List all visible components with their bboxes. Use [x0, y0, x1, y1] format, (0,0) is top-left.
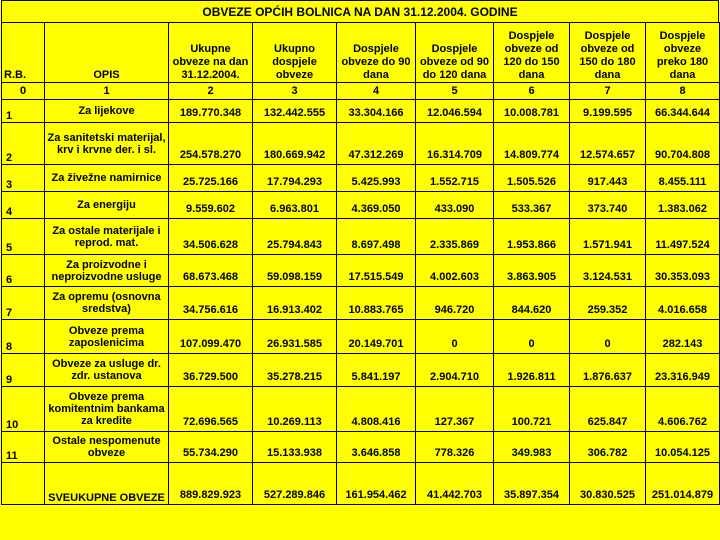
- value-cell: 34.756.616: [169, 287, 253, 320]
- row-description: Za energiju: [45, 192, 169, 219]
- row-number: 5: [2, 219, 45, 255]
- value-cell: 11.497.524: [646, 219, 720, 255]
- total-row: [2, 463, 720, 505]
- row-description: SVEUKUPNE OBVEZE: [45, 463, 169, 505]
- value-cell: 778.326: [416, 432, 494, 463]
- header-row: [2, 23, 720, 83]
- value-cell: 9.199.595: [570, 100, 646, 123]
- table-row: [2, 165, 720, 192]
- value-cell: 35.897.354: [494, 463, 570, 505]
- table-row: [2, 100, 720, 123]
- header-rb: R.B.: [2, 23, 45, 83]
- table-row: [2, 432, 720, 463]
- value-cell: 433.090: [416, 192, 494, 219]
- report-title: OBVEZE OPĆIH BOLNICA NA DAN 31.12.2004. GODINE: [1, 0, 719, 22]
- value-cell: 349.983: [494, 432, 570, 463]
- row-description: Obveze prema komitentnim bankama za kredite: [45, 387, 169, 432]
- value-cell: 26.931.585: [253, 320, 337, 354]
- table-row: [2, 192, 720, 219]
- index-cell: 8: [646, 83, 720, 100]
- value-cell: 3.124.531: [570, 255, 646, 287]
- value-cell: 30.353.093: [646, 255, 720, 287]
- value-cell: 8.697.498: [337, 219, 416, 255]
- value-cell: 10.008.781: [494, 100, 570, 123]
- value-cell: 0: [494, 320, 570, 354]
- value-cell: 30.830.525: [570, 463, 646, 505]
- value-cell: 8.455.111: [646, 165, 720, 192]
- value-cell: 90.704.808: [646, 123, 720, 165]
- header-90-120: Dospjele obveze od 90 do 120 dana: [416, 23, 494, 83]
- index-cell: 0: [2, 83, 45, 100]
- index-cell: 1: [45, 83, 169, 100]
- value-cell: 251.014.879: [646, 463, 720, 505]
- value-cell: 4.002.603: [416, 255, 494, 287]
- value-cell: 533.367: [494, 192, 570, 219]
- value-cell: 72.696.565: [169, 387, 253, 432]
- value-cell: 1.552.715: [416, 165, 494, 192]
- table-row: [2, 387, 720, 432]
- value-cell: 59.098.159: [253, 255, 337, 287]
- row-number: 3: [2, 165, 45, 192]
- value-cell: 4.369.050: [337, 192, 416, 219]
- header-opis: OPIS: [45, 23, 169, 83]
- table-row: [2, 320, 720, 354]
- row-number: 8: [2, 320, 45, 354]
- row-description: Obveze za usluge dr. zdr. ustanova: [45, 354, 169, 387]
- value-cell: 527.289.846: [253, 463, 337, 505]
- value-cell: 41.442.703: [416, 463, 494, 505]
- row-description: Za sanitetski materijal, krv i krvne der. i sl.: [45, 123, 169, 165]
- row-description: Za ostale materijale i reprod. mat.: [45, 219, 169, 255]
- value-cell: 5.425.993: [337, 165, 416, 192]
- value-cell: 0: [570, 320, 646, 354]
- value-cell: 844.620: [494, 287, 570, 320]
- row-description: Za živežne namirnice: [45, 165, 169, 192]
- value-cell: 33.304.166: [337, 100, 416, 123]
- obligations-table: [1, 22, 720, 505]
- value-cell: 127.367: [416, 387, 494, 432]
- value-cell: 25.725.166: [169, 165, 253, 192]
- value-cell: 306.782: [570, 432, 646, 463]
- value-cell: 1.926.811: [494, 354, 570, 387]
- value-cell: 3.863.905: [494, 255, 570, 287]
- row-description: Obveze prema zaposlenicima: [45, 320, 169, 354]
- value-cell: 16.913.402: [253, 287, 337, 320]
- value-cell: 36.729.500: [169, 354, 253, 387]
- value-cell: 6.963.801: [253, 192, 337, 219]
- value-cell: 14.809.774: [494, 123, 570, 165]
- value-cell: 66.344.644: [646, 100, 720, 123]
- value-cell: 132.442.555: [253, 100, 337, 123]
- value-cell: 4.016.658: [646, 287, 720, 320]
- header-150-180: Dospjele obveze od 150 do 180 dana: [570, 23, 646, 83]
- value-cell: 1.505.526: [494, 165, 570, 192]
- value-cell: 12.574.657: [570, 123, 646, 165]
- value-cell: 17.515.549: [337, 255, 416, 287]
- value-cell: 10.883.765: [337, 287, 416, 320]
- value-cell: 47.312.269: [337, 123, 416, 165]
- value-cell: 9.559.602: [169, 192, 253, 219]
- value-cell: 100.721: [494, 387, 570, 432]
- row-description: Ostale nespomenute obveze: [45, 432, 169, 463]
- row-number: 6: [2, 255, 45, 287]
- table-row: [2, 123, 720, 165]
- value-cell: 0: [416, 320, 494, 354]
- row-number: 7: [2, 287, 45, 320]
- value-cell: 5.841.197: [337, 354, 416, 387]
- value-cell: 4.808.416: [337, 387, 416, 432]
- index-cell: 4: [337, 83, 416, 100]
- row-number: 10: [2, 387, 45, 432]
- value-cell: 12.046.594: [416, 100, 494, 123]
- value-cell: 3.646.858: [337, 432, 416, 463]
- value-cell: 2.904.710: [416, 354, 494, 387]
- header-preko-180: Dospjele obveze preko 180 dana: [646, 23, 720, 83]
- table-row: [2, 219, 720, 255]
- row-description: Za lijekove: [45, 100, 169, 123]
- header-do-90: Dospjele obveze do 90 dana: [337, 23, 416, 83]
- value-cell: 1.953.866: [494, 219, 570, 255]
- value-cell: 259.352: [570, 287, 646, 320]
- row-number: 4: [2, 192, 45, 219]
- value-cell: 946.720: [416, 287, 494, 320]
- row-description: Za opremu (osnovna sredstva): [45, 287, 169, 320]
- value-cell: 282.143: [646, 320, 720, 354]
- value-cell: 4.606.762: [646, 387, 720, 432]
- value-cell: 2.335.869: [416, 219, 494, 255]
- value-cell: 889.829.923: [169, 463, 253, 505]
- value-cell: 107.099.470: [169, 320, 253, 354]
- table-row: [2, 287, 720, 320]
- value-cell: 34.506.628: [169, 219, 253, 255]
- value-cell: 161.954.462: [337, 463, 416, 505]
- row-number: 9: [2, 354, 45, 387]
- value-cell: 68.673.468: [169, 255, 253, 287]
- row-number: [2, 463, 45, 505]
- value-cell: 25.794.843: [253, 219, 337, 255]
- value-cell: 55.734.290: [169, 432, 253, 463]
- table-row: [2, 354, 720, 387]
- value-cell: 180.669.942: [253, 123, 337, 165]
- index-row: [2, 83, 720, 100]
- value-cell: 15.133.938: [253, 432, 337, 463]
- row-number: 1: [2, 100, 45, 123]
- value-cell: 917.443: [570, 165, 646, 192]
- index-cell: 7: [570, 83, 646, 100]
- index-cell: 3: [253, 83, 337, 100]
- value-cell: 1.876.637: [570, 354, 646, 387]
- index-cell: 6: [494, 83, 570, 100]
- value-cell: 20.149.701: [337, 320, 416, 354]
- row-number: 2: [2, 123, 45, 165]
- value-cell: 10.054.125: [646, 432, 720, 463]
- value-cell: 1.383.062: [646, 192, 720, 219]
- index-cell: 2: [169, 83, 253, 100]
- value-cell: 254.578.270: [169, 123, 253, 165]
- table-body: [2, 83, 720, 505]
- value-cell: 16.314.709: [416, 123, 494, 165]
- table-row: [2, 255, 720, 287]
- value-cell: 35.278.215: [253, 354, 337, 387]
- index-cell: 5: [416, 83, 494, 100]
- value-cell: 189.770.348: [169, 100, 253, 123]
- header-120-150: Dospjele obveze od 120 do 150 dana: [494, 23, 570, 83]
- value-cell: 10.269.113: [253, 387, 337, 432]
- value-cell: 625.847: [570, 387, 646, 432]
- row-description: Za proizvodne i neproizvodne usluge: [45, 255, 169, 287]
- value-cell: 1.571.941: [570, 219, 646, 255]
- header-ukupne-obveze: Ukupne obveze na dan 31.12.2004.: [169, 23, 253, 83]
- value-cell: 23.316.949: [646, 354, 720, 387]
- row-number: 11: [2, 432, 45, 463]
- value-cell: 17.794.293: [253, 165, 337, 192]
- value-cell: 373.740: [570, 192, 646, 219]
- header-ukupno-dospjele: Ukupno dospjele obveze: [253, 23, 337, 83]
